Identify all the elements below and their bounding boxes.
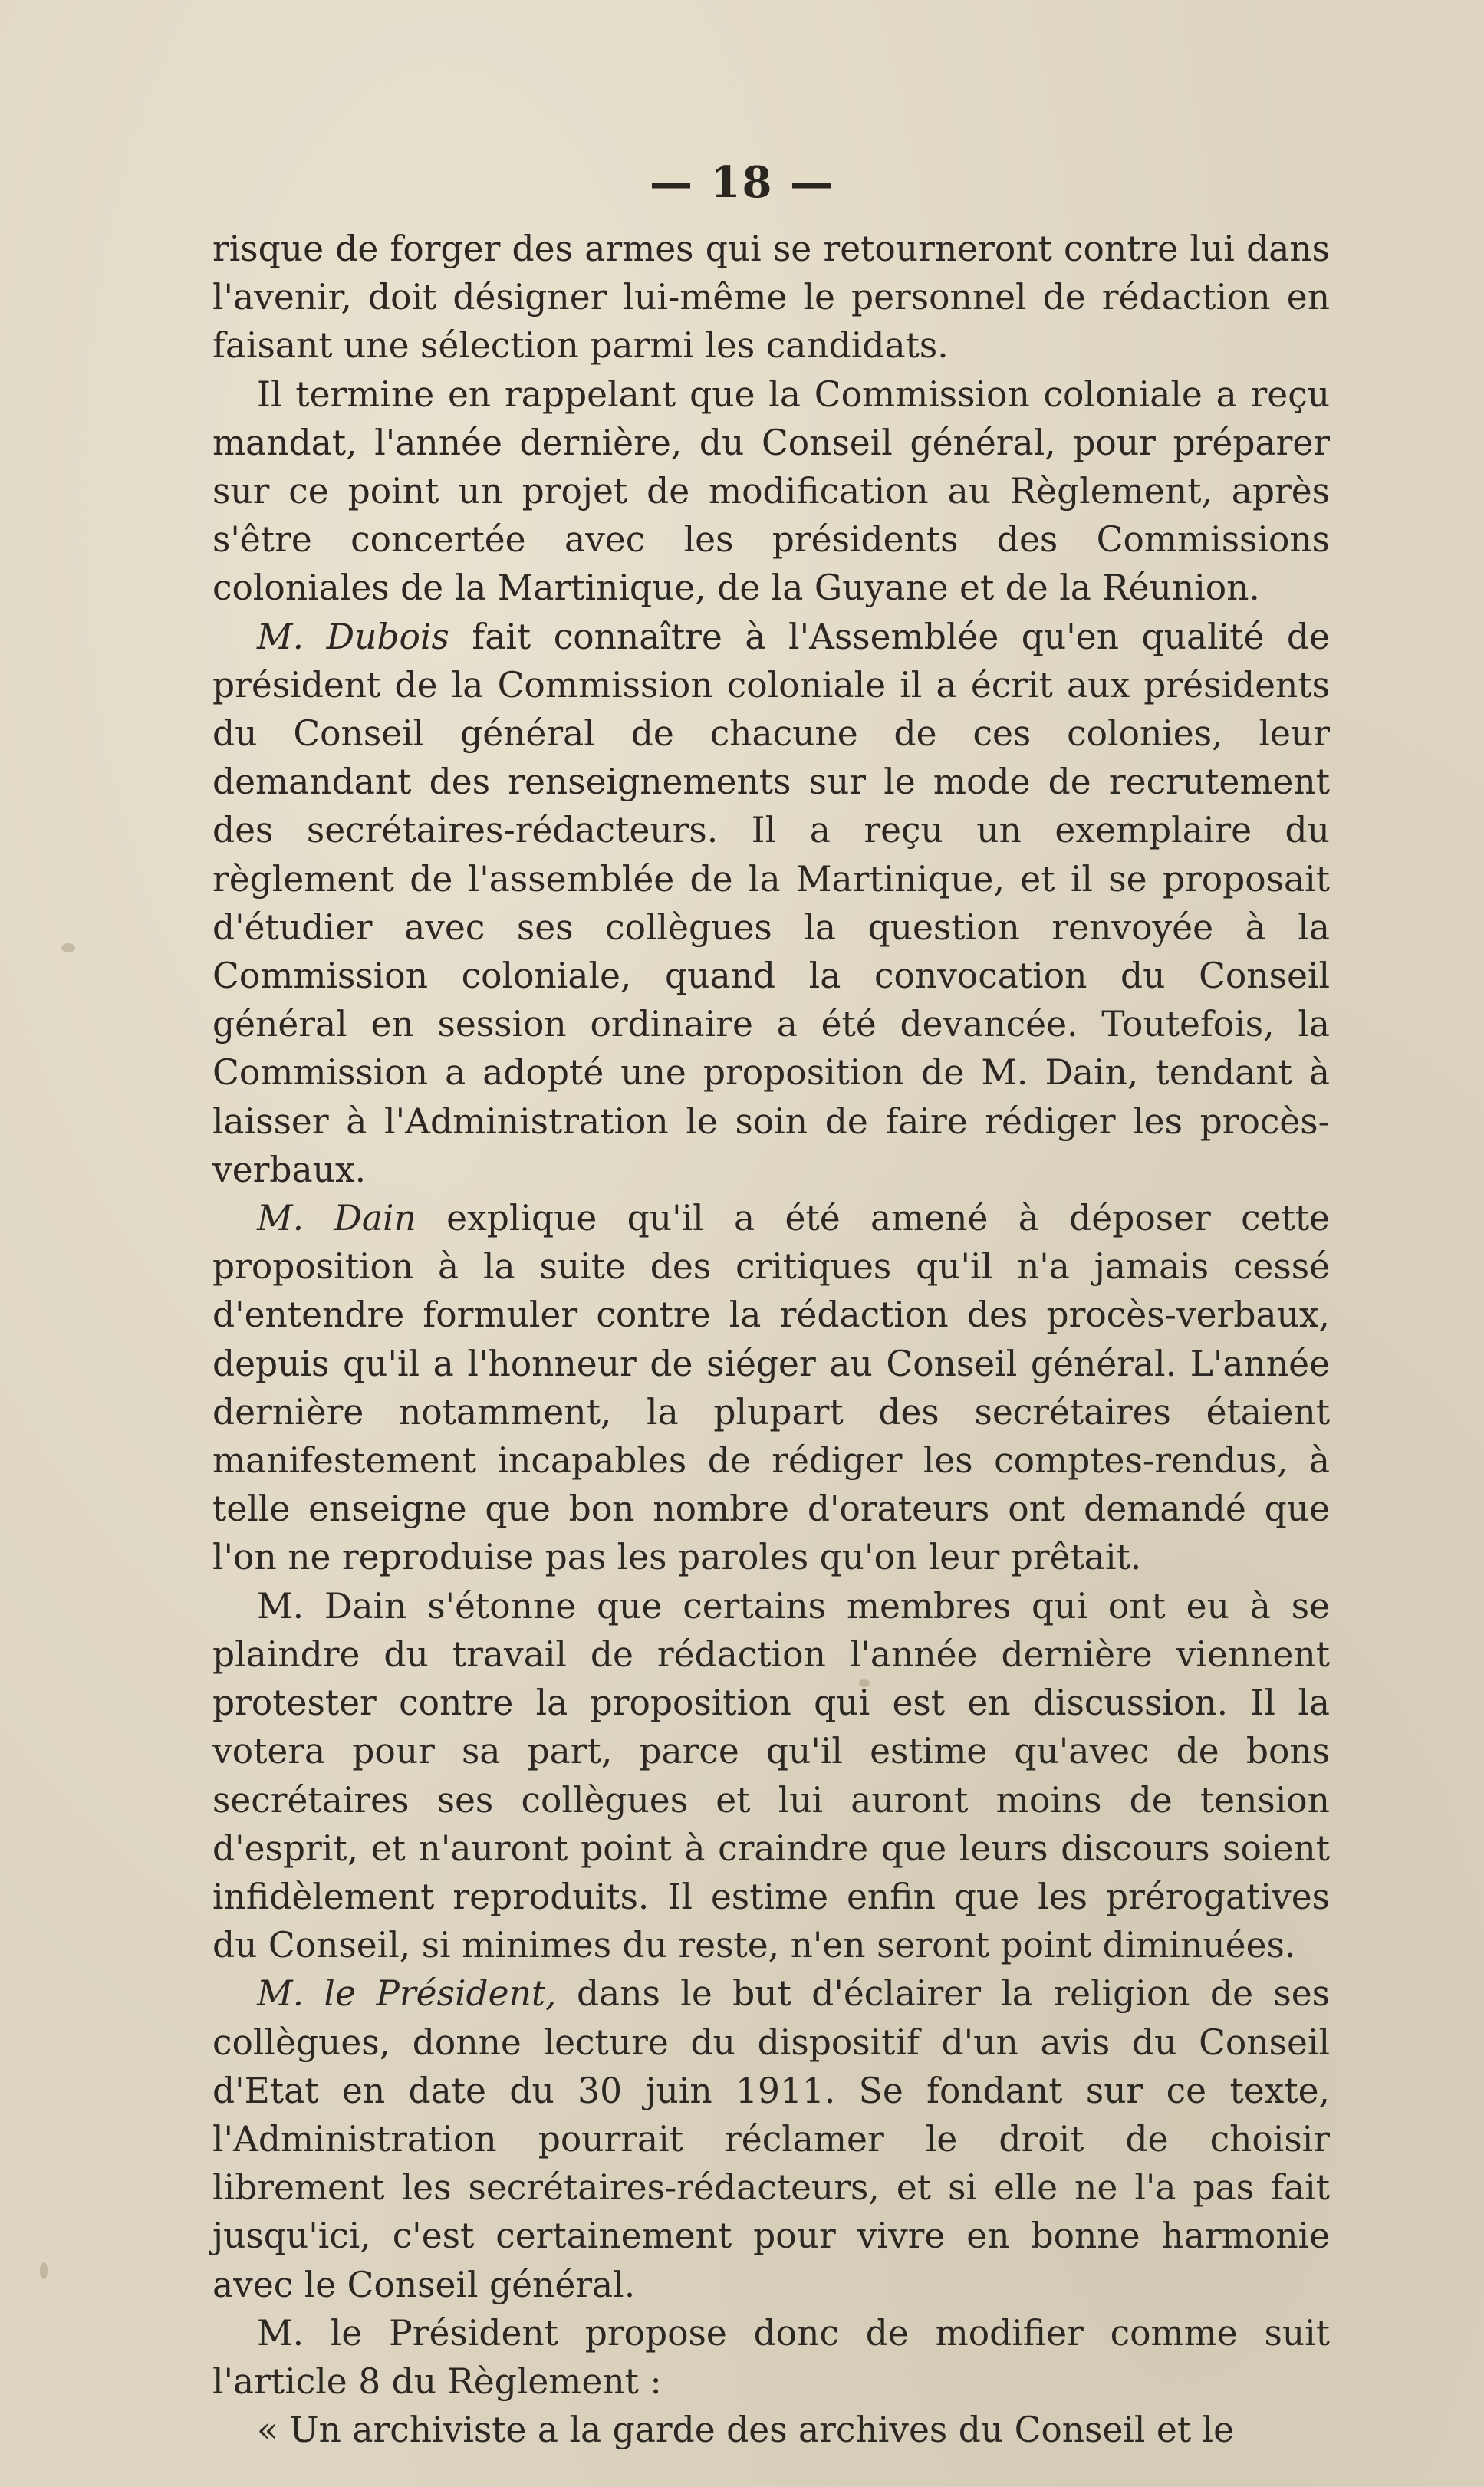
paragraph <box>212 1582 1330 1970</box>
paragraph-text: M. le Président propose donc de modifier comme suit l'article 8 du Règlement : <box>212 2312 1330 2402</box>
paragraph <box>212 370 1330 613</box>
paper-stain <box>40 2262 48 2279</box>
body-text <box>212 225 1330 2454</box>
paragraph-text: explique qu'il a été amené à déposer cette proposition à la suite des critiques qu'il n'a jamais cessé d'entendre formuler contre la rédaction des procès-verbaux, depuis qu'il a l'honneur de siéger au Conseil général. L'année dernière notamment, la plupart des secrétaires étaient manifestement incapables de rédiger les comptes-rendus, à telle enseigne que bon nombre d'orateurs ont demandé que l'on ne reproduise pas les paroles qu'on leur prêtait. <box>212 1198 1330 1578</box>
speaker-name: M. le Président, <box>257 1973 557 2015</box>
page-number: — 18 — <box>650 157 834 208</box>
speaker-name: M. Dain <box>257 1198 416 1239</box>
paragraph-text: dans le but d'éclairer la religion de ses collègues, donne lecture du dispositif d'un avis du Conseil d'Etat en date du 30 juin 1911. Se fondant sur ce texte, l'Administration pourrait réclamer le droit de choisir librement les secrétaires-rédacteurs, et si elle ne l'a pas fait jusqu'ici, c'est certainement pour vivre en bonne harmonie avec le Conseil général. <box>212 1973 1331 2305</box>
paragraph-text: Il termine en rappelant que la Commission coloniale a reçu mandat, l'année dernière, du Conseil général, pour préparer sur ce point un projet de modification au Règlement, après s'être concertée avec les présidents des Commissions coloniales de la Martinique, de la Guyane et de la Réunion. <box>212 373 1330 609</box>
paragraph <box>212 1194 1330 1582</box>
paragraph <box>212 225 1330 370</box>
paragraph <box>212 2309 1330 2406</box>
paragraph-text: risque de forger des armes qui se retourneront contre lui dans l'avenir, doit désigner lui-même le personnel de rédaction en faisant une sélection parmi les candidats. <box>212 229 1330 367</box>
paper-stain <box>61 943 75 952</box>
paragraph-text: « Un archiviste a la garde des archives du Conseil et le <box>257 2410 1235 2451</box>
paragraph-text: fait connaître à l'Assemblée qu'en qualité de président de la Commission coloniale il a écrit aux présidents du Conseil général de chacune de ces colonies, leur demandant des renseignements sur le mode de recrutement des secrétaires-rédacteurs. Il a reçu un exemplaire du règlement de l'assemblée de la Martinique, et il se proposait d'étudier avec ses collègues la question renvoyée à la Commission coloniale, quand la convocation du Conseil général en session ordinaire a été devancée. Toutefois, la Commission a adopté une proposition de M. Dain, tendant à laisser à l'Administration le soin de faire rédiger les procès-verbaux. <box>212 616 1330 1190</box>
speaker-name: M. Dubois <box>257 616 449 657</box>
paragraph-text: M. Dain s'étonne que certains membres qui ont eu à se plaindre du travail de rédaction l'année dernière viennent protester contre la proposition qui est en discussion. Il la votera pour sa part, parce qu'il estime qu'avec de bons secrétaires ses collègues et lui auront moins de tension d'esprit, et n'auront point à craindre que leurs discours soient infidèlement reproduits. Il estime enfin que les prérogatives du Conseil, si minimes du reste, n'en seront point diminuées. <box>212 1585 1330 1966</box>
paragraph <box>212 613 1330 1194</box>
paragraph <box>212 2406 1330 2454</box>
paragraph <box>212 1969 1330 2308</box>
